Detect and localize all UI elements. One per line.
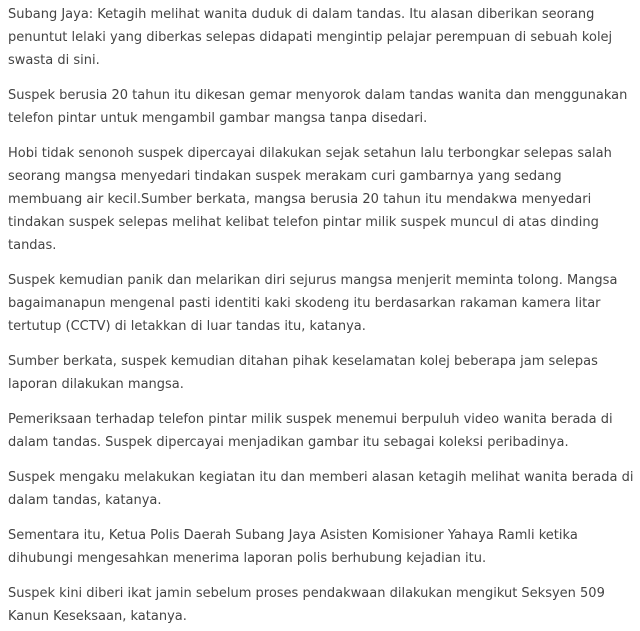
article-paragraph: Suspek mengaku melakukan kegiatan itu dan memberi alasan ketagih melihat wanita berada di dalam tandas, katanya.	[8, 470, 634, 508]
article-paragraph: Suspek kemudian panik dan melarikan diri sejurus mangsa menjerit meminta tolong. Mangsa bagaimanapun mengenal pasti identiti kaki skodeng itu berdasarkan rakaman kamera litar tertutup (CCTV) di letakkan di luar tandas itu, katanya.	[8, 273, 618, 334]
article-paragraph: Hobi tidak senonoh suspek dipercayai dilakukan sejak setahun lalu terbongkar selepas salah seorang mangsa menyedari tindakan suspek merakam curi gambarnya yang sedang membuang air kecil.Sumber berkata, mangsa berusia 20 tahun itu mendakwa menyedari tindakan suspek selepas melihat kelibat telefon pintar milik suspek muncul di atas dinding tandas.	[8, 146, 612, 253]
article-paragraph: Sumber berkata, suspek kemudian ditahan pihak keselamatan kolej beberapa jam selepas laporan dilakukan mangsa.	[8, 354, 598, 392]
article-paragraph: Pemeriksaan terhadap telefon pintar milik suspek menemui berpuluh video wanita berada di dalam tandas. Suspek dipercayai menjadikan gambar itu sebagai koleksi peribadinya.	[8, 412, 613, 450]
article-paragraph: Suspek berusia 20 tahun itu dikesan gemar menyorok dalam tandas wanita dan menggunakan telefon pintar untuk mengambil gambar mangsa tanpa disedari.	[8, 88, 628, 126]
article-paragraph: Suspek kini diberi ikat jamin sebelum proses pendakwaan dilakukan mengikut Seksyen 509 Kanun Keseksaan, katanya.	[8, 586, 605, 624]
article-paragraph: Subang Jaya: Ketagih melihat wanita duduk di dalam tandas. Itu alasan diberikan seorang penuntut lelaki yang diberkas selepas didapati mengintip pelajar perempuan di sebuah kolej swasta di sini.	[8, 7, 613, 68]
article-paragraph: Sementara itu, Ketua Polis Daerah Subang Jaya Asisten Komisioner Yahaya Ramli ketika dihubungi mengesahkan menerima laporan polis berhubung kejadian itu.	[8, 528, 578, 566]
